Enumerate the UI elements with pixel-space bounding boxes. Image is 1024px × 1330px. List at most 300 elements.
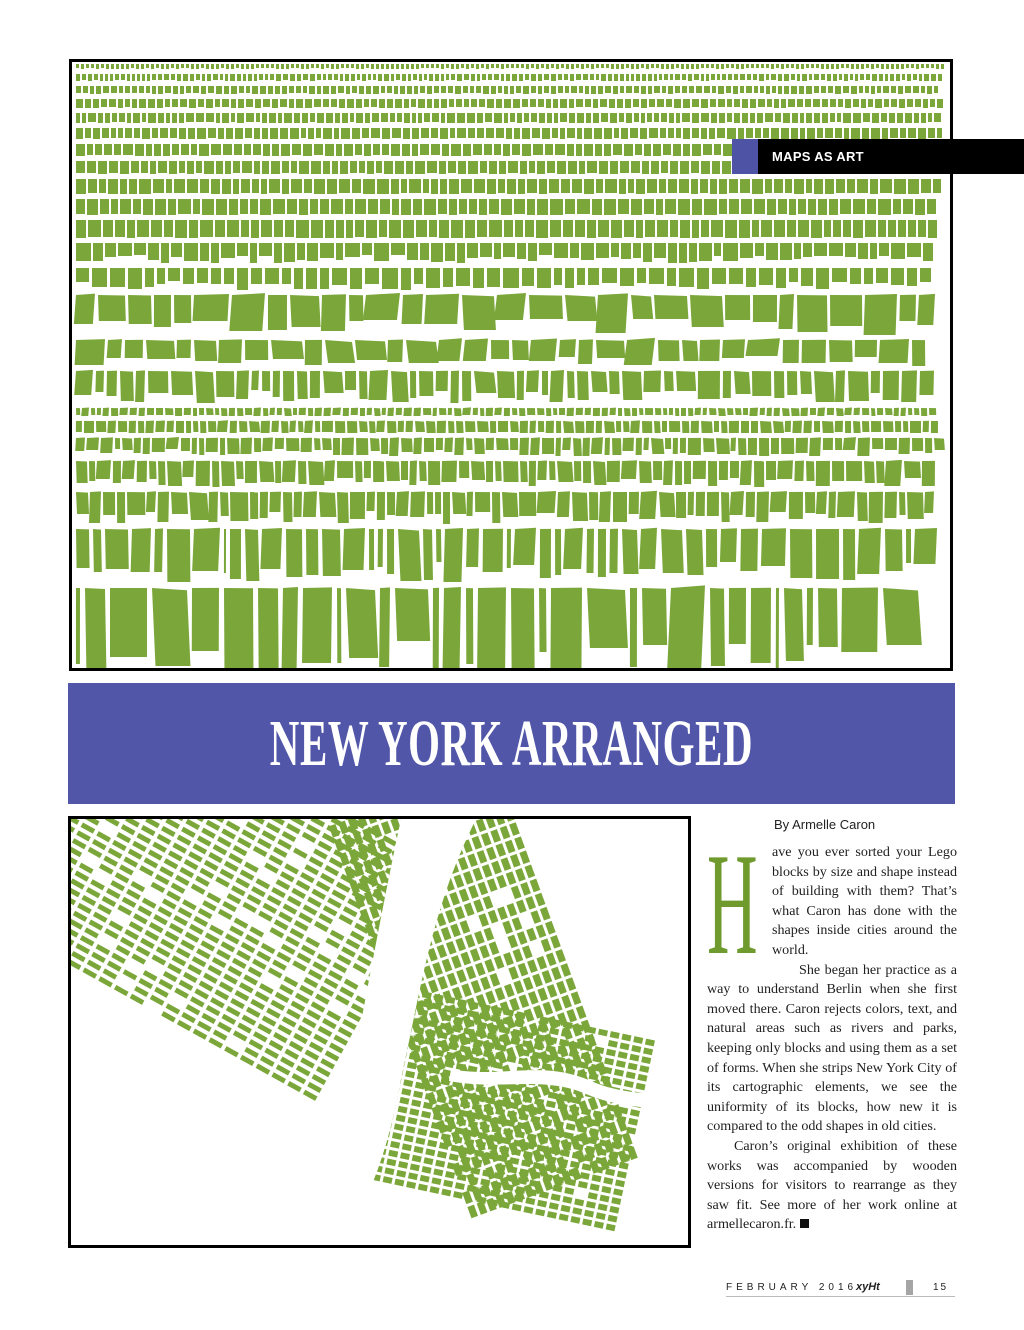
city-block <box>504 1183 514 1191</box>
sorted-block <box>128 268 142 289</box>
sorted-block <box>791 408 800 416</box>
city-block <box>346 1011 361 1022</box>
city-block <box>298 912 313 923</box>
sorted-block <box>908 408 912 415</box>
city-block <box>130 881 145 892</box>
sorted-block <box>556 64 559 69</box>
sorted-block <box>323 128 332 139</box>
sorted-block <box>215 99 220 107</box>
city-block <box>411 1099 421 1107</box>
sorted-block <box>199 408 204 415</box>
sorted-block <box>714 421 719 432</box>
sorted-block <box>387 339 403 362</box>
city-block <box>427 1140 437 1148</box>
city-block <box>612 1078 622 1086</box>
sorted-block <box>626 64 629 68</box>
sorted-block <box>187 161 194 174</box>
sorted-block <box>147 408 154 415</box>
sorted-block <box>688 408 693 416</box>
sorted-block <box>734 371 751 394</box>
sorted-block <box>362 128 369 138</box>
city-block <box>123 969 138 980</box>
sorted-block <box>366 64 369 68</box>
sorted-block <box>193 421 198 432</box>
sorted-block <box>911 64 914 68</box>
city-block <box>266 1008 281 1019</box>
city-block <box>224 1046 239 1057</box>
sorted-block <box>774 220 785 237</box>
sorted-block <box>641 113 645 123</box>
sorted-block <box>598 86 603 94</box>
sorted-block <box>477 128 484 138</box>
city-block <box>222 901 237 912</box>
sorted-block <box>662 421 667 432</box>
sorted-block <box>542 438 554 454</box>
sorted-block <box>871 408 875 416</box>
sorted-block <box>686 64 689 69</box>
sorted-block <box>166 113 170 123</box>
city-block <box>142 898 157 909</box>
sorted-block <box>91 64 94 68</box>
sorted-block <box>828 86 833 93</box>
sorted-block <box>886 64 889 69</box>
sorted-block <box>738 128 744 139</box>
city-block <box>223 974 238 985</box>
sorted-block <box>441 113 445 123</box>
sorted-block <box>682 340 699 361</box>
sorted-block <box>322 438 332 450</box>
sorted-block <box>76 128 83 139</box>
sorted-block <box>881 64 884 69</box>
sorted-block <box>457 243 465 263</box>
sorted-block <box>287 199 297 214</box>
city-block <box>437 976 448 990</box>
sorted-block <box>776 268 786 288</box>
sorted-block <box>250 243 257 263</box>
sorted-block <box>424 294 459 324</box>
sorted-block <box>898 86 903 94</box>
sorted-block <box>217 420 228 432</box>
sorted-block <box>822 113 828 123</box>
city-block <box>243 974 258 985</box>
sorted-block <box>181 64 184 68</box>
sorted-block <box>601 113 608 122</box>
sorted-block <box>826 64 829 69</box>
sorted-block <box>245 529 259 581</box>
city-block <box>412 1155 422 1163</box>
sorted-block <box>567 371 575 398</box>
sorted-block <box>161 64 164 69</box>
sorted-block <box>120 371 134 401</box>
city-block <box>188 851 203 862</box>
sorted-block <box>905 86 911 93</box>
sorted-block <box>468 128 475 138</box>
sorted-block <box>344 144 353 156</box>
sorted-block <box>608 74 612 81</box>
city-block <box>417 1128 427 1136</box>
city-block <box>549 1202 559 1210</box>
sorted-block <box>201 64 204 68</box>
sorted-block <box>547 113 552 123</box>
sorted-block <box>679 243 687 263</box>
sorted-block <box>261 421 270 433</box>
sorted-block <box>308 408 313 416</box>
sorted-block <box>181 438 190 451</box>
city-block <box>255 878 270 889</box>
sorted-block <box>716 438 730 454</box>
sorted-block <box>741 199 752 214</box>
sorted-block <box>541 64 544 68</box>
sorted-block <box>676 492 686 518</box>
city-block <box>109 920 124 931</box>
sorted-block <box>339 99 345 108</box>
sorted-block <box>663 408 667 415</box>
sorted-block <box>403 408 412 416</box>
sorted-block <box>384 161 393 174</box>
sorted-block <box>401 461 408 480</box>
sorted-block <box>314 408 322 416</box>
sorted-block <box>291 64 294 68</box>
city-block <box>576 1005 587 1019</box>
city-block <box>227 893 242 904</box>
sorted-block <box>830 295 862 326</box>
sorted-block <box>800 113 804 123</box>
sorted-block <box>412 113 416 123</box>
sorted-block <box>243 74 246 81</box>
sorted-block <box>93 128 100 139</box>
sorted-block <box>176 421 184 433</box>
sorted-block <box>676 64 679 68</box>
sorted-block <box>489 161 497 174</box>
city-block <box>90 879 105 890</box>
sorted-block <box>544 74 549 80</box>
sorted-block <box>331 64 334 69</box>
city-block <box>167 963 182 974</box>
sorted-block <box>202 199 214 215</box>
sorted-block <box>883 421 893 432</box>
sorted-block <box>937 99 943 108</box>
sorted-block <box>402 144 410 156</box>
sorted-block <box>316 64 319 68</box>
sorted-block <box>76 529 90 568</box>
city-block <box>468 885 479 899</box>
sorted-block <box>351 64 354 68</box>
city-block <box>311 1001 326 1012</box>
sorted-block <box>520 421 528 433</box>
sorted-block <box>245 128 252 138</box>
sorted-block <box>269 179 280 193</box>
sorted-block <box>729 268 743 284</box>
city-block <box>166 1003 181 1014</box>
sorted-block <box>76 421 82 432</box>
city-block <box>429 1131 439 1139</box>
sorted-block <box>424 438 434 452</box>
sorted-block <box>628 179 634 193</box>
sorted-block <box>668 179 677 193</box>
sorted-block <box>818 199 827 215</box>
sorted-block <box>602 408 608 416</box>
sorted-block <box>776 64 779 68</box>
sorted-block <box>450 128 455 138</box>
sorted-block <box>127 492 145 515</box>
sorted-block <box>711 74 715 80</box>
sorted-block <box>168 268 180 281</box>
sorted-block <box>406 64 409 69</box>
sorted-block <box>341 128 350 139</box>
sorted-block <box>530 99 536 107</box>
sorted-block <box>721 64 724 69</box>
sorted-block <box>696 64 699 69</box>
sorted-block <box>571 64 574 69</box>
sorted-block <box>585 408 591 415</box>
sorted-block <box>512 74 517 81</box>
sorted-block <box>340 74 343 81</box>
sorted-block <box>474 371 496 393</box>
city-block <box>97 904 112 915</box>
sorted-block <box>788 99 795 107</box>
sorted-block <box>74 294 95 324</box>
sorted-block <box>211 64 214 69</box>
sorted-block <box>750 113 755 123</box>
sorted-block <box>420 144 429 155</box>
sorted-block <box>229 199 238 215</box>
city-block <box>159 866 174 877</box>
sorted-block <box>546 99 551 108</box>
sorted-block <box>366 220 377 238</box>
sorted-block <box>538 74 542 81</box>
sorted-block <box>740 460 752 485</box>
sorted-block <box>923 99 928 108</box>
city-block <box>636 1083 646 1091</box>
city-block <box>230 998 245 1009</box>
sorted-block <box>701 421 713 433</box>
sorted-block <box>350 113 354 122</box>
city-block <box>86 887 101 898</box>
sorted-block <box>155 421 165 432</box>
sorted-block <box>297 243 305 260</box>
sorted-block <box>296 220 309 238</box>
sorted-block <box>857 492 868 521</box>
sorted-block <box>155 199 166 215</box>
sorted-block <box>507 529 511 568</box>
sorted-block <box>750 99 756 108</box>
sorted-block <box>443 268 453 287</box>
sorted-block <box>317 74 321 80</box>
sorted-block <box>778 199 787 214</box>
sorted-block <box>254 128 260 139</box>
city-block <box>537 988 548 1002</box>
sorted-block <box>391 64 394 69</box>
city-block <box>637 1074 647 1082</box>
city-block <box>392 1132 402 1140</box>
sorted-block <box>703 438 715 452</box>
city-block <box>481 832 492 846</box>
city-block <box>570 1161 580 1169</box>
city-block <box>306 1009 321 1020</box>
sorted-block <box>676 371 696 391</box>
sorted-block <box>506 74 510 81</box>
city-block <box>512 1204 522 1212</box>
sorted-block <box>325 220 334 238</box>
city-block <box>346 938 361 949</box>
sorted-block <box>282 179 289 194</box>
city-block <box>208 1037 223 1048</box>
sorted-block <box>766 74 769 80</box>
sorted-block <box>494 293 526 320</box>
sorted-block <box>274 220 283 237</box>
sorted-block <box>320 268 329 289</box>
sorted-block <box>211 243 219 263</box>
sorted-block <box>402 294 423 324</box>
city-block <box>85 819 100 826</box>
city-block <box>376 819 387 821</box>
sorted-block <box>139 99 146 108</box>
sorted-block <box>519 74 523 81</box>
sorted-block <box>742 99 748 108</box>
sorted-block <box>510 86 514 94</box>
city-block <box>409 1108 419 1116</box>
sorted-block <box>93 529 102 572</box>
sorted-block <box>668 86 673 94</box>
city-block <box>185 819 200 830</box>
sorted-block <box>125 128 132 138</box>
city-block <box>323 905 338 916</box>
sorted-block <box>761 528 786 566</box>
sorted-block <box>796 438 808 453</box>
city-block <box>461 983 472 997</box>
city-block <box>141 825 156 836</box>
sorted-block <box>726 64 729 68</box>
sorted-block <box>105 113 110 123</box>
sorted-block <box>412 128 419 139</box>
sorted-block <box>467 113 475 123</box>
sorted-block <box>484 144 492 155</box>
sorted-block <box>306 268 317 289</box>
sorted-block <box>836 64 839 69</box>
sorted-block <box>777 460 793 479</box>
sorted-block <box>647 113 652 122</box>
city-block <box>271 887 286 898</box>
sorted-block <box>346 588 378 658</box>
sorted-block <box>587 220 596 238</box>
city-block <box>600 1075 610 1083</box>
sorted-block <box>504 99 511 108</box>
sorted-block <box>624 144 633 156</box>
sorted-block <box>735 408 742 415</box>
city-block <box>488 1143 498 1151</box>
sorted-block <box>262 128 268 139</box>
city-block <box>253 1031 268 1042</box>
sorted-block <box>226 64 229 69</box>
sorted-block <box>494 113 502 123</box>
sorted-block <box>583 74 588 80</box>
sorted-block <box>459 461 469 478</box>
sorted-block <box>96 64 99 69</box>
sorted-block <box>899 99 905 108</box>
sorted-block <box>395 161 404 174</box>
sorted-block <box>864 268 873 284</box>
sorted-block <box>436 64 439 68</box>
sorted-block <box>816 529 839 579</box>
section-tag <box>732 139 1024 174</box>
sorted-block <box>272 99 278 108</box>
sorted-block <box>539 113 545 123</box>
sorted-block <box>314 179 325 194</box>
sorted-block <box>452 492 466 514</box>
sorted-block <box>477 421 489 432</box>
sorted-block <box>719 199 727 214</box>
sorted-block <box>76 179 86 194</box>
sorted-block <box>538 86 542 94</box>
sorted-block <box>639 461 652 483</box>
sorted-block <box>362 243 372 255</box>
sorted-block <box>591 86 596 94</box>
city-block <box>303 904 318 915</box>
sorted-block <box>208 492 218 522</box>
sorted-block <box>468 161 478 174</box>
sorted-block <box>719 179 727 194</box>
city-block <box>214 989 229 1000</box>
city-block <box>121 824 136 835</box>
city-block <box>200 940 215 951</box>
sorted-block <box>115 438 120 449</box>
sorted-block <box>756 492 769 522</box>
sorted-block <box>489 220 502 237</box>
city-block <box>472 868 483 882</box>
sorted-block <box>462 407 471 415</box>
sorted-block <box>701 64 704 68</box>
sorted-block <box>840 199 851 214</box>
sorted-block <box>198 99 204 107</box>
sorted-block <box>891 99 897 107</box>
sorted-block <box>570 74 574 81</box>
city-block <box>418 1184 428 1192</box>
sorted-block <box>668 243 677 263</box>
sorted-block <box>853 199 865 214</box>
sorted-block <box>93 243 103 261</box>
sorted-block <box>304 179 312 193</box>
sorted-block <box>419 461 427 481</box>
sorted-block <box>642 74 646 81</box>
sorted-block <box>242 161 252 173</box>
city-block <box>71 919 83 930</box>
sorted-block <box>273 199 285 214</box>
city-block <box>518 963 529 977</box>
sorted-block <box>885 408 893 415</box>
city-block <box>176 947 191 958</box>
sorted-block <box>410 491 425 517</box>
city-block <box>476 819 487 832</box>
sorted-block <box>538 99 544 107</box>
sorted-block <box>152 86 156 94</box>
sorted-block <box>421 64 424 68</box>
sorted-block <box>784 74 789 81</box>
city-block <box>159 979 174 990</box>
sorted-block <box>402 74 406 81</box>
sorted-block <box>305 340 322 365</box>
sorted-block <box>470 86 474 93</box>
sorted-block <box>806 113 812 123</box>
city-block <box>569 1105 579 1113</box>
sorted-block <box>231 113 235 122</box>
sorted-block <box>174 179 185 193</box>
sorted-block <box>186 86 191 93</box>
sorted-block <box>545 144 553 155</box>
city-block <box>290 928 305 939</box>
sorted-block <box>721 492 730 522</box>
sorted-block <box>918 220 926 237</box>
sorted-block <box>449 179 459 194</box>
